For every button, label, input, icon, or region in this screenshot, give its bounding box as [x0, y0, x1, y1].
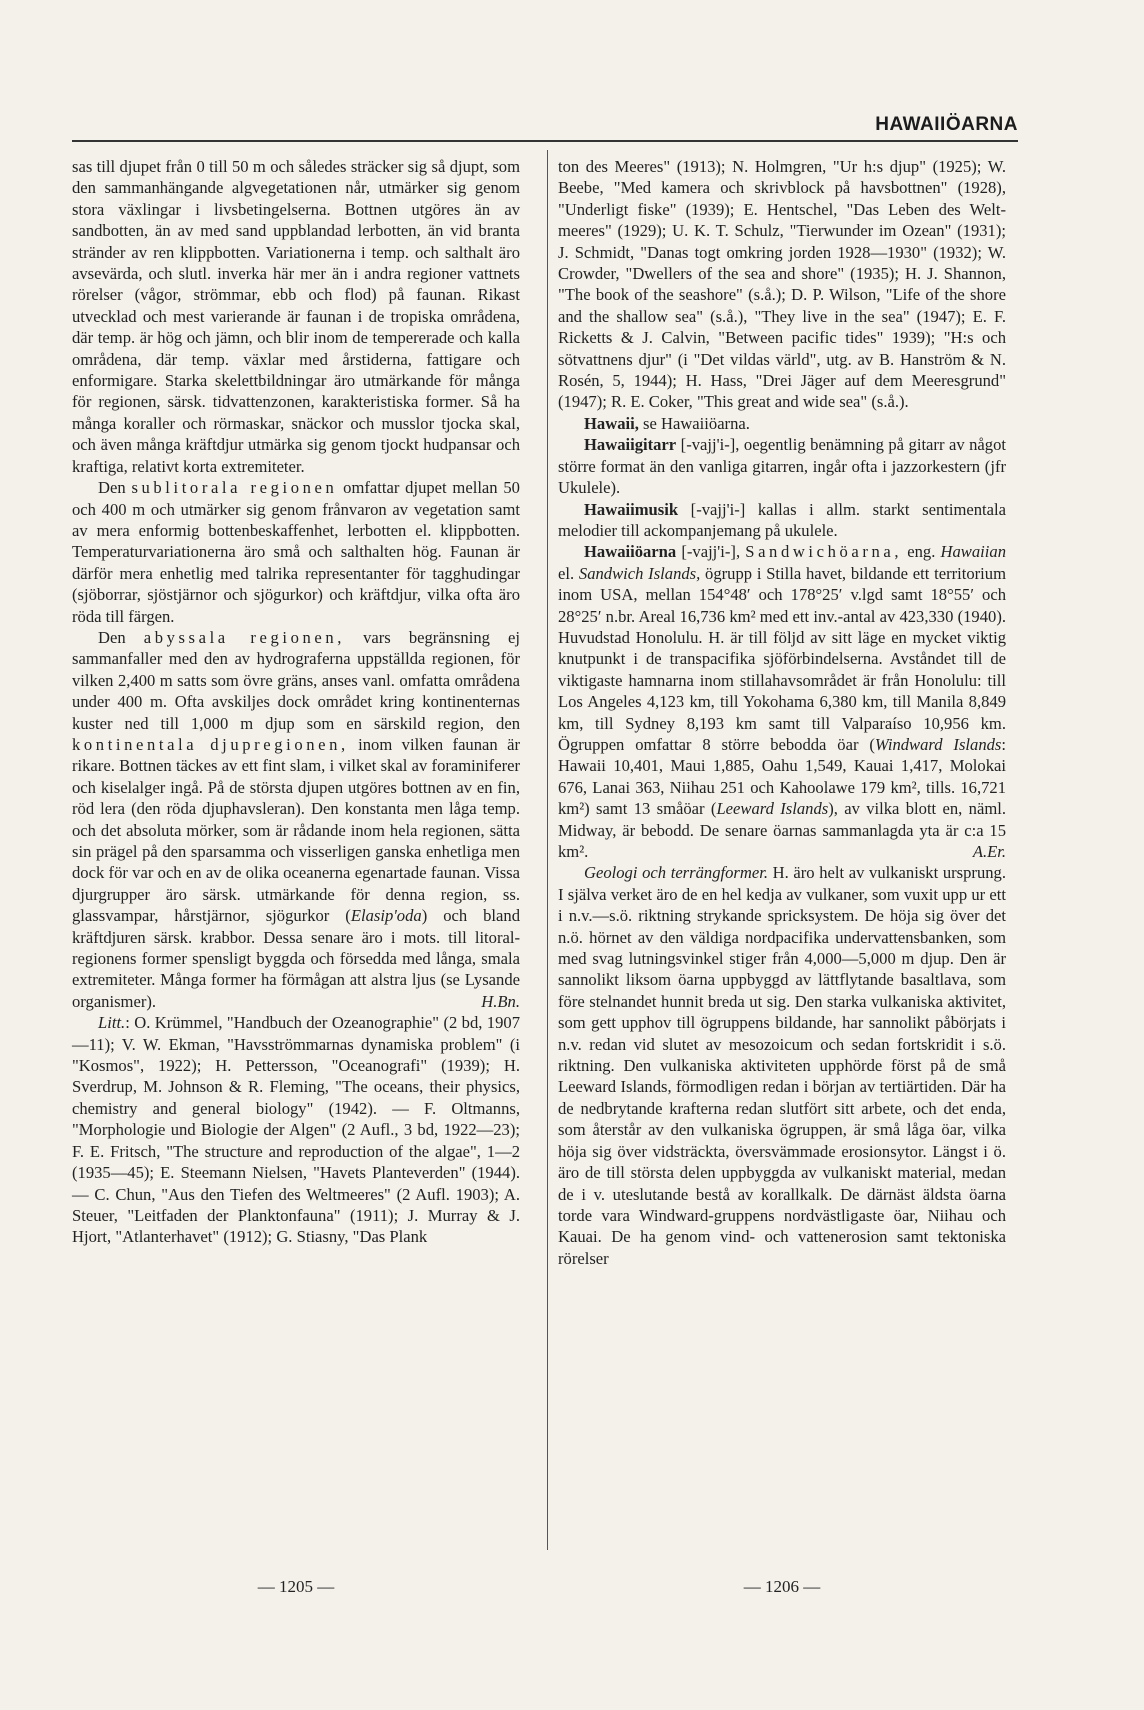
paragraph-geology — [558, 862, 1006, 1269]
literature-label: Litt. — [98, 1013, 126, 1033]
term-sandwichoarna: Sandwichöarna, — [745, 542, 903, 562]
section-label: Geologi och terrängformer. — [584, 863, 768, 883]
term-abyssala: abyssala regionen, — [143, 627, 346, 647]
entry-headword: Hawaiiöarna — [584, 542, 677, 562]
paragraph-litoral: sas till djupet från 0 till 50 m och således sträcker sig så djupt, som den sammanhängande algvegetationen når, utmärker sig genom stora växlingar i livsbetingelserna. Bottnen utgöres än av sandbotten, än av med sand uppblandad lerbotten, än vid branta stränder av ren klippbotten. Variationerna i temp. och salthalt äro avsevärda, och slutl. inverka här mer än i andra regioner vattnets rörelser (vågor, strömmar, ebb och flod) på faunan. Rikast utvecklad och mest varierande är faunan i de tropiska områdena, där temp. är hög och jämn, och blir inom de tempererade och kalla områdena, där temp. växlar med årstiderna, fattigare och enformigare. Starka skelettbildningar äro utmärkande för många för regionen, särsk. tidvattenzonen, karakteristiska former. Så ha många koraller och rörmaskar, snäckor och musslor tjocka skal, och även många kräftdjur utmärka sig genom tjockt hudpansar och kraftiga, relativt korta extremiteter. — [72, 157, 520, 476]
italic-term: Sandwich Islands, — [578, 563, 701, 583]
text-segment: ), av vilka blott en, näml. Midway, är bebodd. De senare öarnas sammanlagda yta är c:a 15 km². — [558, 799, 1006, 861]
paragraph-literature — [72, 1012, 520, 1247]
text-segment: Den — [98, 478, 126, 498]
text-segment: : Hawaii 10,401, Maui 1,885, Oahu 1,549, Kauai 1,417, Molokai 676, Lanai 363, Niihau 251 och Kahoolawe 179 km², tills. 16,721 km²) samt 13 småöar ( — [558, 734, 1006, 819]
running-header — [72, 114, 1018, 142]
page-number-right: — 1206 — — [743, 1577, 821, 1596]
term-sublitorala: sublitorala regionen — [131, 478, 338, 498]
left-column — [72, 156, 520, 1248]
italic-term: Hawaiian — [940, 542, 1006, 562]
entry-text: [-vajj'i-] kallas i allm. starkt sentimentala melodier till ackompanjemang på ukulele. — [558, 499, 1006, 540]
entry-headword: Hawaiimusik — [584, 499, 679, 519]
literature-text: : O. Krümmel, "Handbuch der Ozeanographie" (2 bd, 1907—11); V. W. Ekman, "Havsströmmarnas dynamiska problem" (i "Kosmos", 1922); H. Pettersson, "Oceanografi" (1939); H. Sverdrup, M. Johnson & R. Fleming, "The oceans, their physics, chemistry and general biology" (1942). — F. Oltmanns, "Morphologie und Biologie der Algen" (2 Aufl., 3 bd, 1922—23); F. E. Fritsch, "The structure and reproduction of the algae", 1—2 (1935—45); E. Steemann Nielsen, "Havets Planteverden" (1944). — C. Chun, "Aus den Tiefen des Weltmeeres" (2 Aufl. 1903); A. Steuer, "Leitfaden der Planktonfauna" (1911); J. Murray & J. Hjort, "Atlanterhavet" (1912); G. Stiasny, "Das Plank — [72, 1013, 520, 1247]
entry-headword: Hawaiigitarr — [584, 435, 677, 455]
entry-hawaiigitarr — [558, 434, 1006, 498]
text-segment: inom vilken faunan är rikare. Bottnen täckes av ett fint slam, i vilket skal av foraminiferer och kiselalger ingå. På de största djupen utgöres bottnen av en fin, röd lera (den röda djuphavsleran). Den konstanta men låga temp. och det absoluta mörker, som är rådande inom hela regionen, sätta sin prägel på den sparsamma och visserligen ganska enhetliga men dock för var och en av de olika oceanerna egenartade faunan. Vissa djurgrupper äro särsk. utmärkande för denna region, ss. glassvampar, hårstjärnor, sjögurkor ( — [72, 734, 520, 926]
entry-hawaiimusik — [558, 499, 1006, 542]
text-segment: ögrupp i Stilla havet, bildande ett territorium inom USA, mellan 154°48′ och 178°25′ v.lgd samt 18°55′ och 28°25′ n.br. Areal 16,736 km² med ett inv.-antal av 423,330 (1940). Huvudstad Honolulu. H. är till följd av sitt läge en mycket viktig knutpunkt i de transpacifika sjöförbindelserna. Avståndet till de viktigaste hamnarna inom stillahavsområdet är från Honolulu: till Los Angeles 4,123 km, till Yokohama 6,380 km, till Manila 8,849 km, till Sydney 8,193 km samt till Valparaíso 10,956 km. Ögruppen omfattar 8 större bebodda öar ( — [558, 563, 1006, 754]
author-signature: A.Er. — [972, 842, 1006, 861]
header-title: HAWAIIÖARNA — [875, 114, 1018, 135]
paragraph-sublitoral — [72, 477, 520, 627]
italic-term: Elasip'oda — [350, 906, 422, 926]
text-segment: [-vajj'i-], — [676, 542, 746, 562]
text-segment: vars begränsning ej sammanfaller med den av hydrograferna uppställda regionen, för vilken 2,400 m satts som övre gräns, anses vanl. omfatta områdena under 400 m. Ofta avskiljes dock området kring kontinenternas kuster ned till 1,000 m djup som en särskild region, den — [72, 627, 520, 733]
italic-term: Leeward Islands — [716, 799, 829, 819]
text-segment: omfattar djupet mellan 50 och 400 m och utmärker sig genom frånvaron av vegetation samt av mera enformig bottenbeskaffenhet, lerbotten el. klippbotten. Temperaturvariationerna äro små och salthalten hög. Faunan är därför mera enhetlig med talrika representanter för tagghudingar (sjöborrar, sjöstjärnor och sjögurkor) och kräftdjur, vilka ofta äro röda till färgen. — [72, 478, 520, 626]
paragraph-abyssal — [72, 627, 520, 1012]
entry-hawaiioarna — [558, 541, 1006, 862]
entry-headword: Hawaii, — [584, 413, 639, 433]
italic-term: Windward Islands — [874, 734, 1002, 754]
text-segment: eng. — [902, 542, 941, 562]
entry-hawaii — [558, 413, 1006, 434]
text-segment: el. — [558, 563, 579, 583]
section-text: H. äro helt av vulkaniskt ursprung. I själva verket äro de en hel kedja av vulkaner, som vuxit upp ur ett i n.v.—s.ö. riktning strykande spricksystem. De höja sig över det n.ö. hörnet av den väldiga nordpacifika undervattensbanken, som med svag lutningsvinkel stiger från 4,000—5,000 m djup. Den är sannolikt liksom öarna uppbyggd av lättflytande basaltlava, som före stelnandet hunnit breda ut sig. Den starka vulkaniska aktivitet, som gett upphov till ögruppens bildande, har sannolikt påbörjats i n.v. redan vid slutet av mesozoicum och sedan fortskridit i s.ö. riktning. Den vulkaniska aktiviteten upphörde först på de små Leeward Islands, förmodligen redan i början av tertiärtiden. Där ha de nedbrytande krafterna redan slutfört sitt arbete, och det enda, som återstår av den vulkaniska ögruppen, är små låga öar, vilka höja sig över vidsträckta, översvämmade erosionsytor. Längst i ö. äro de till största delen uppbyggda av vulkaniskt material, medan de i v. uteslutande bestå av korallkalk. De därnäst äldsta öarna torde vara Windward-gruppens nordvästligaste öar, Niihau och Kauai. De ha genom vind- och vattenerosion samt tektoniska rörelser — [558, 863, 1006, 1268]
column-divider — [547, 150, 548, 1550]
paragraph-literature-cont: ton des Meeres" (1913); N. Holmgren, "Ur h:s djup" (1925); W. Beebe, "Med kamera och skrivblock på havsbottnen" (1928), "Underligt fiske" (1939); E. Hentschel, "Das Leben des Weltmeeres" (1929); U. K. T. Schulz, "Tierwunder im Ozean" (1931); J. Schmidt, "Danas togt omkring jorden 1928—1930" (1932); W. Crowder, "Dwellers of the sea and shore" (1935); H. J. Shannon, "The book of the seashore" (s.å.); D. P. Wilson, "Life of the shore and the shallow sea" (s.å.), "They live in the sea" (1947); E. F. Ricketts & J. Calvin, "Between pacific tides" 1939); "H:s och sötvattnens djur" (i "Det vildas värld", utg. av B. Hanström & N. Rosén, 5, 1944); H. Hass, "Drei Jäger auf dem Meeresgrund" (1947); R. E. Coker, "This great and wide sea" (s.å.). — [558, 157, 1006, 412]
term-kontinentala: kontinentala djupregionen, — [72, 734, 349, 754]
right-column — [558, 156, 1006, 1269]
text-segment: Den — [98, 627, 126, 647]
entry-text: [-vajj'i-], oegentlig benämning på gitarr av något större format än den vanliga gitarren, ingår ofta i jazzorkestern (jfr Ukulele). — [558, 435, 1006, 498]
text-segment: ) och bland kräftdjuren särsk. krabbor. Dessa senare äro i mots. till litoralregionens former spensligt byggda och försedda med långa, smala extremiteter. Många former ha förmågan att alstra ljus (se Lysande organismer). — [72, 906, 520, 1011]
author-signature: H.Bn. — [481, 991, 520, 1011]
entry-text: se Hawaiiöarna. — [638, 413, 750, 433]
page-number-left: — 1205 — — [257, 1577, 335, 1596]
